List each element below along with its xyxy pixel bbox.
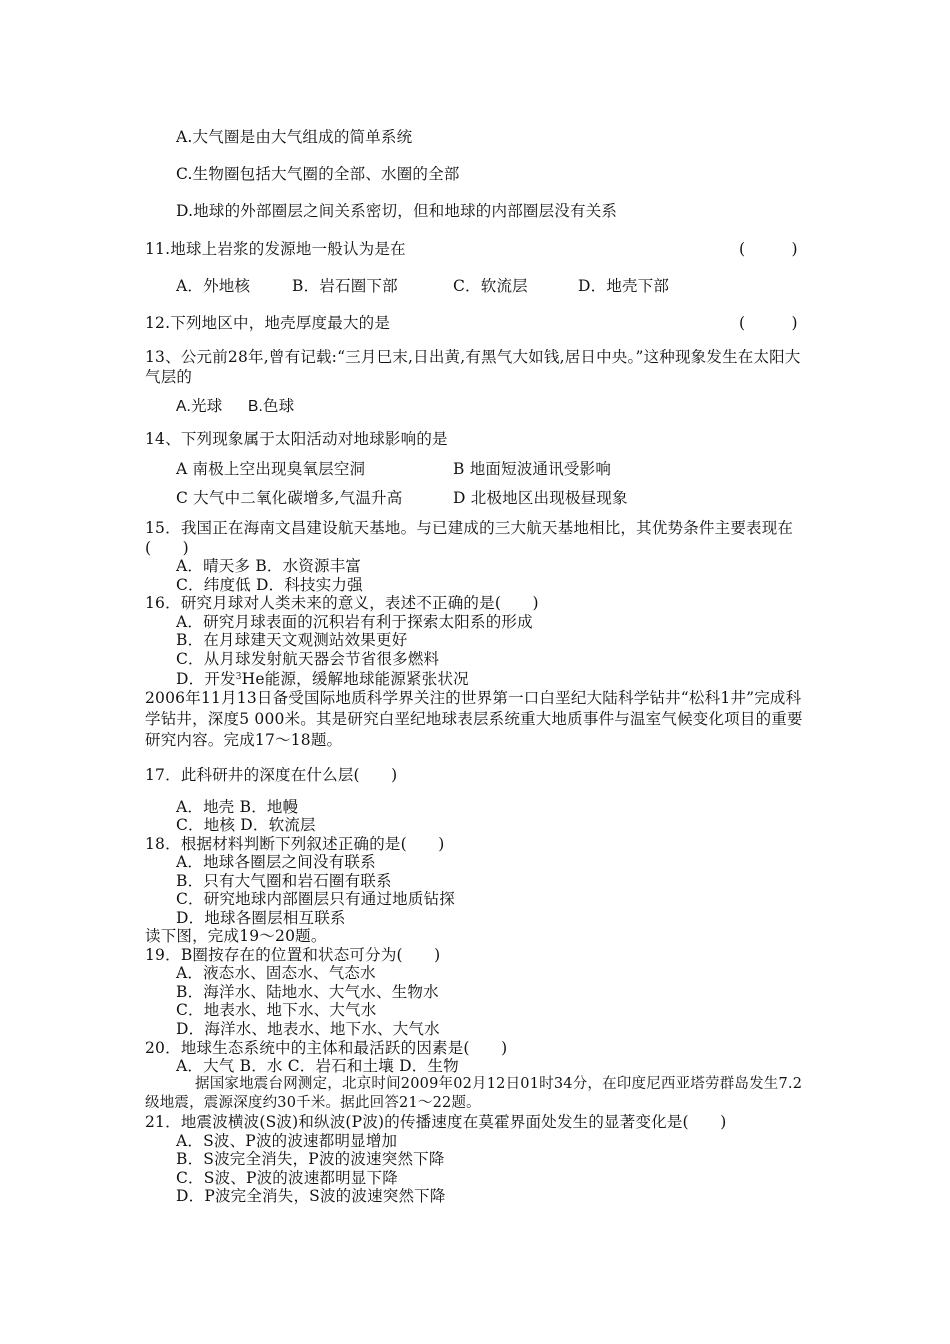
q16-option-d-rest: He能源，缓解地球能源紧张状况: [241, 670, 469, 688]
q21-option-d: D．P波完全消失，S波的波速突然下降: [176, 1187, 446, 1205]
q13-stem: 13、公元前28年,曾有记载:“三月巳末,日出黄,有黑气大如钱,居日中央。”这种现象发生在太阳大气层的: [145, 348, 801, 386]
q17-options-cd: C．地核 D．软流层: [176, 816, 316, 834]
q12-answer-blank: ( ): [739, 314, 798, 332]
q18-option-c: C．研究地球内部圈层只有通过地质钻探: [176, 890, 455, 908]
q21-option-b: B．S波完全消失，P波的波速突然下降: [176, 1150, 445, 1168]
q16-option-d: [176, 667, 469, 689]
q17-stem: 17．此科研井的深度在什么层( ): [145, 766, 398, 784]
material-21-22: 据国家地震台网测定，北京时间2009年02月12日01时34分，在印度尼西亚塔劳群岛发生7.2级地震，震源深度约30千米。据此回答21～22题。: [145, 1076, 803, 1111]
q20-options: A．大气 B．水 C．岩石和土壤 D．生物: [176, 1057, 459, 1075]
q16-option-b: B．在月球建天文观测站效果更好: [176, 631, 408, 649]
q14-stem: 14、下列现象属于太阳活动对地球影响的是: [145, 430, 448, 448]
q15-stem: 15．我国正在海南文昌建设航天基地。与已建成的三大航天基地相比，其优势条件主要表现在( ): [145, 519, 794, 557]
q16-option-d-prefix: D．开发: [176, 670, 236, 688]
q19-option-c: C．地表水、地下水、大气水: [176, 1001, 377, 1019]
q16-stem: 16．研究月球对人类未来的意义，表述不正确的是( ): [145, 594, 539, 612]
q10-option-a: A.大气圈是由大气组成的简单系统: [176, 128, 413, 146]
q19-stem: 19．B圈按存在的位置和状态可分为( ): [145, 946, 441, 964]
q16-option-a: A．研究月球表面的沉积岩有利于探索太阳系的形成: [176, 613, 533, 631]
q15-options-ab: A．晴天多 B．水资源丰富: [176, 557, 362, 575]
q14-option-b: B 地面短波通讯受影响: [453, 460, 612, 478]
q19-option-a: A．液态水、固态水、气态水: [176, 964, 376, 982]
q10-option-c: C.生物圈包括大气圈的全部、水圈的全部: [176, 165, 460, 183]
q20-stem: 20．地球生态系统中的主体和最活跃的因素是( ): [145, 1039, 508, 1057]
q17-options-ab: A．地壳 B．地幔: [176, 798, 299, 816]
q13-option-b: B.色球: [248, 398, 295, 415]
material-17-18: 2006年11月13日备受国际地质科学界关注的世界第一口白垩纪大陆科学钻井“松科1井”完成科学钻井，深度5 000米。其是研究白垩纪地球表层系统重大地质事件与温室气候变化项目的重要研究内容。完成17～18题。: [145, 689, 803, 749]
q19-option-b: B．海洋水、陆地水、大气水、生物水: [176, 983, 439, 1001]
q15-options-cd: C．纬度低 D．科技实力强: [176, 576, 363, 594]
q16-option-c: C．从月球发射航天器会节省很多燃料: [176, 650, 440, 668]
q14-option-c: C 大气中二氧化碳增多,气温升高: [176, 489, 403, 507]
q12-stem: 12.下列地区中，地壳厚度最大的是: [145, 314, 391, 332]
q21-option-c: C．S波、P波的波速都明显下降: [176, 1169, 398, 1187]
q11-option-b: B．岩石圈下部: [292, 277, 398, 295]
read-note-19-20: 读下图，完成19～20题。: [145, 927, 327, 945]
q13-option-a: A.光球: [176, 398, 223, 415]
q18-stem: 18．根据材料判断下列叙述正确的是( ): [145, 835, 445, 853]
q18-option-b: B．只有大气圈和岩石圈有联系: [176, 872, 392, 890]
q16-option-d-superscript: 3: [235, 672, 242, 682]
q18-option-d: D．地球各圈层相互联系: [176, 909, 346, 927]
q11-stem: 11.地球上岩浆的发源地一般认为是在: [145, 240, 406, 258]
q11-option-c: C．软流层: [453, 277, 528, 295]
q11-option-a: A．外地核: [176, 277, 251, 295]
q14-option-a: A 南极上空出现臭氧层空洞: [176, 460, 366, 478]
q10-option-d: D.地球的外部圈层之间关系密切，但和地球的内部圈层没有关系: [176, 202, 618, 220]
q21-option-a: A．S波、P波的波速都明显增加: [176, 1132, 398, 1150]
q21-stem: 21．地震波横波(S波)和纵波(P波)的传播速度在莫霍界面处发生的显著变化是( ): [145, 1113, 727, 1131]
q19-option-d: D．海洋水、地表水、地下水、大气水: [176, 1020, 440, 1038]
q11-answer-blank: ( ): [739, 240, 798, 258]
q14-option-d: D 北极地区出现极昼现象: [453, 489, 628, 507]
q11-option-d: D．地壳下部: [578, 277, 670, 295]
q18-option-a: A．地球各圈层之间没有联系: [176, 853, 376, 871]
